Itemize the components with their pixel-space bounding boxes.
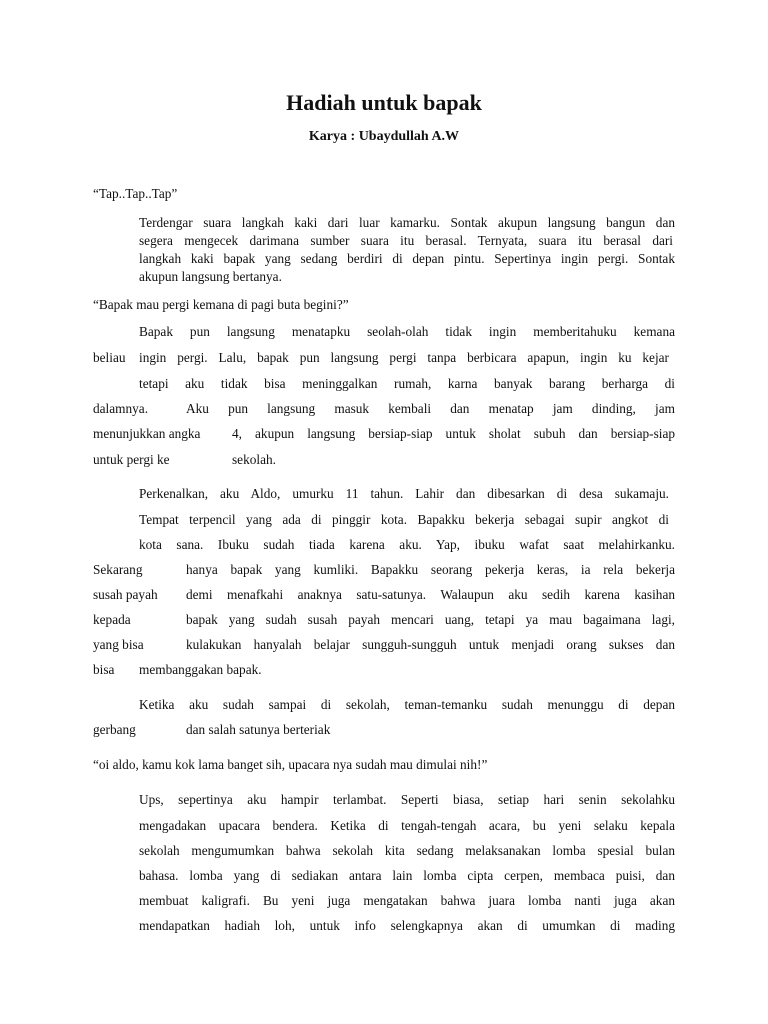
dialogue-question: “Bapak mau pergi kemana di pagi buta begini?” <box>93 297 349 312</box>
paragraph-line: Ups, sepertinya aku hampir terlambat. Seperti biasa, setiap hari senin sekolahku <box>139 792 675 807</box>
story-title: Hadiah untuk bapak <box>286 90 482 115</box>
paragraph-line: langkah kaki bapak yang sedang berdiri di depan pintu. Sepertinya ingin pergi. Sontak <box>139 251 675 266</box>
paragraph-line: 4, akupun langsung bersiap-siap untuk sholat subuh dan bersiap-siap <box>232 426 675 441</box>
paragraph-segment: yang bisa <box>93 637 144 652</box>
paragraph-line: kota sana. Ibuku sudah tiada karena aku. Yap, ibuku wafat saat melahirkanku. <box>139 537 675 552</box>
paragraph-line: Aku pun langsung masuk kembali dan menatap jam dinding, jam <box>186 401 675 416</box>
paragraph-segment: untuk pergi ke <box>93 452 170 467</box>
paragraph-line: Ketika aku sudah sampai di sekolah, teman-temanku sudah menunggu di depan <box>139 697 675 712</box>
paragraph-line: demi menafkahi anaknya satu-satunya. Walaupun aku sedih karena kasihan <box>186 587 675 602</box>
paragraph-line: tetapi aku tidak bisa meninggalkan rumah, karna banyak barang berharga di <box>139 376 675 391</box>
dialogue-friend: “oi aldo, kamu kok lama banget sih, upacara nya sudah mau dimulai nih!” <box>93 757 488 772</box>
paragraph-segment: gerbang <box>93 722 136 737</box>
paragraph-line: hanya bapak yang kumliki. Bapakku seorang pekerja keras, ia rela bekerja <box>186 562 675 577</box>
paragraph-line: bapak yang sudah susah payah mencari uang, tetapi ya mau bagaimana lagi, <box>186 612 675 627</box>
paragraph-line: akupun langsung bertanya. <box>139 269 282 284</box>
paragraph-segment: bisa <box>93 662 115 677</box>
paragraph-segment: kepada <box>93 612 131 627</box>
paragraph-line: Tempat terpencil yang ada di pinggir kota. Bapakku bekerja sebagai supir angkot di <box>139 512 669 527</box>
paragraph-segment: dalamnya. <box>93 401 149 416</box>
paragraph-line: mendapatkan hadiah loh, untuk info selengkapnya akan di umumkan di mading <box>139 918 675 933</box>
paragraph-segment: menunjukkan angka <box>93 426 201 441</box>
paragraph-line: bahasa. lomba yang di sediakan antara lain lomba cipta cerpen, membaca puisi, dan <box>139 868 675 883</box>
paragraph-segment: beliau <box>93 350 126 365</box>
paragraph-line: kulakukan hanyalah belajar sungguh-sungguh untuk menjadi orang sukses dan <box>186 637 675 652</box>
paragraph-line: membuat kaligrafi. Bu yeni juga mengatakan bahwa juara lomba nanti juga akan <box>139 893 675 908</box>
paragraph-line: segera mengecek darimana sumber suara itu berasal. Ternyata, suara itu berasal dari <box>139 233 673 248</box>
paragraph-line: ingin pergi. Lalu, bapak pun langsung pergi tanpa berbicara apapun, ingin ku kejar <box>139 350 669 365</box>
dialogue-tap: “Tap..Tap..Tap” <box>93 186 178 201</box>
paragraph-line: Perkenalkan, aku Aldo, umurku 11 tahun. Lahir dan dibesarkan di desa sukamaju. <box>139 486 669 501</box>
paragraph-segment: dan salah satunya berteriak <box>186 722 331 737</box>
paragraph-line: Terdengar suara langkah kaki dari luar kamarku. Sontak akupun langsung bangun dan <box>139 215 675 230</box>
story-author: Karya : Ubaydullah A.W <box>308 129 460 144</box>
paragraph-segment: sekolah. <box>232 452 276 467</box>
paragraph-segment: susah payah <box>93 587 158 602</box>
paragraph-segment: Sekarang <box>93 562 143 577</box>
paragraph-line: sekolah mengumumkan bahwa sekolah kita sedang melaksanakan lomba spesial bulan <box>139 843 675 858</box>
paragraph-line: Bapak pun langsung menatapku seolah-olah tidak ingin memberitahuku kemana <box>139 324 675 339</box>
paragraph-line: mengadakan upacara bendera. Ketika di tengah-tengah acara, bu yeni selaku kepala <box>139 818 675 833</box>
paragraph-segment: membanggakan bapak. <box>139 662 262 677</box>
